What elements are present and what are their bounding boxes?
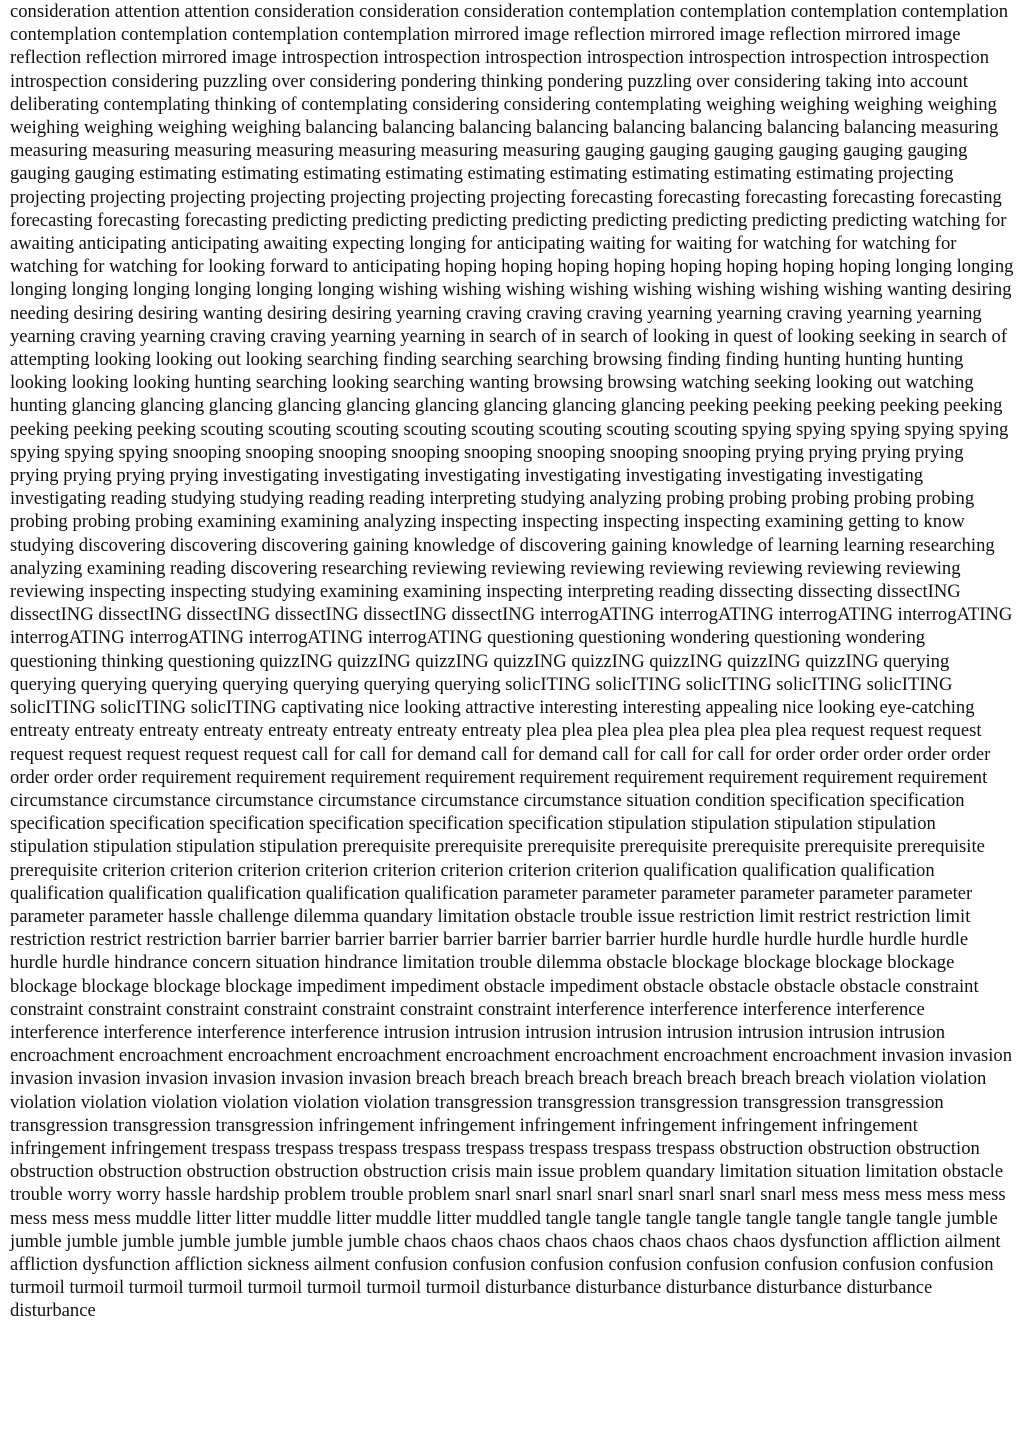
document-body-text: consideration attention attention consideration consideration consideration contemplation contemplation contemplation contemplation contemplation contemplation contemplation contemplation mirrored image reflection mirrored image reflection mirrored image reflection reflection mirrored image introspection introspection introspection introspection introspection introspection introspection introspection considering puzzling over considering pondering thinking pondering puzzling over considering taking into account deliberating contemplating thinking of contemplating considering considering contemplating weighing weighing weighing weighing weighing weighing weighing weighing balancing balancing balancing balancing balancing balancing balancing balancing measuring measuring measuring measuring measuring measuring measuring measuring gauging gauging gauging gauging gauging gauging gauging gauging estimating estimating estimating estimating estimating estimating estimating estimating estimating projecting projecting projecting projecting projecting projecting projecting projecting forecasting forecasting forecasting forecasting forecasting forecasting forecasting forecasting predicting predicting predicting predicting predicting predicting predicting predicting watching for awaiting anticipating anticipating awaiting expecting longing for anticipating waiting for waiting for watching for watching for watching for watching for looking forward to anticipating hoping hoping hoping hoping hoping hoping hoping hoping longing longing longing longing longing longing longing longing wishing wishing wishing wishing wishing wishing wishing wishing wanting desiring needing desiring desiring wanting desiring desiring yearning craving craving craving yearning yearning craving yearning yearning yearning craving yearning craving craving yearning yearning in search of in search of looking in quest of looking seeking in search of attempting looking looking out looking searching finding searching searching browsing finding finding hunting hunting hunting looking looking looking hunting searching looking searching wanting browsing browsing watching seeking looking out watching hunting glancing glancing glancing glancing glancing glancing glancing glancing glancing peeking peeking peeking peeking peeking peeking peeking peeking scouting scouting scouting scouting scouting scouting scouting scouting spying spying spying spying spying spying spying spying snooping snooping snooping snooping snooping snooping snooping snooping prying prying prying prying prying prying prying prying investigating investigating investigating investigating investigating investigating investigating investigating reading studying studying reading reading interpreting studying analyzing probing probing probing probing probing probing probing probing examining examining analyzing inspecting inspecting inspecting inspecting examining getting to know studying discovering discovering discovering gaining knowledge of discovering gaining knowledge of learning learning researching analyzing examining reading discovering researching reviewing reviewing reviewing reviewing reviewing reviewing reviewing reviewing inspecting inspecting studying examining examining inspecting interpreting reading dissecting dissecting dissectING dissectING dissectING dissectING dissectING dissectING dissectING interrogATING interrogATING interrogATING interrogATING interrogATING interrogATING interrogATING interrogATING questioning questioning wondering questioning wondering questioning thinking questioning quizzING quizzING quizzING quizzING quizzING quizzING quizzING quizzING querying querying querying querying querying querying querying querying solicITING solicITING solicITING solicITING solicITING solicITING solicITING solicITING captivating nice looking attractive interesting interesting appealing nice looking eye-catching entreaty entreaty entreaty entreaty entreaty entreaty entreaty entreaty plea plea plea plea plea plea plea plea request request request request request request request request call for call for demand call for demand call for call for call for order order order order order order order order requirement requirement requirement requirement requirement requirement requirement requirement requirement circumstance circumstance circumstance circumstance circumstance circumstance situation condition specification specification specification specification specification specification specification specification stipulation stipulation stipulation stipulation stipulation stipulation stipulation stipulation prerequisite prerequisite prerequisite prerequisite prerequisite prerequisite prerequisite prerequisite criterion criterion criterion criterion criterion criterion criterion criterion qualification qualification qualification qualification qualification qualification qualification qualification parameter parameter parameter parameter parameter parameter parameter parameter hassle challenge dilemma quandary limitation obstacle trouble issue restriction limit restrict restriction limit restriction restrict restriction barrier barrier barrier barrier barrier barrier barrier barrier hurdle hurdle hurdle hurdle hurdle hurdle hurdle hurdle hindrance concern situation hindrance limitation trouble dilemma obstacle blockage blockage blockage blockage blockage blockage blockage blockage impediment impediment obstacle impediment obstacle obstacle obstacle obstacle constraint constraint constraint constraint constraint constraint constraint constraint interference interference interference interference interference interference interference interference intrusion intrusion intrusion intrusion intrusion intrusion intrusion intrusion encroachment encroachment encroachment encroachment encroachment encroachment encroachment encroachment invasion invasion invasion invasion invasion invasion invasion invasion breach breach breach breach breach breach breach breach violation violation violation violation violation violation violation violation transgression transgression transgression transgression transgression transgression transgression transgression infringement infringement infringement infringement infringement infringement infringement infringement trespass trespass trespass trespass trespass trespass trespass trespass obstruction obstruction obstruction obstruction obstruction obstruction obstruction obstruction crisis main issue problem quandary limitation situation limitation obstacle trouble worry worry hassle hardship problem trouble problem snarl snarl snarl snarl snarl snarl snarl snarl mess mess mess mess mess mess mess mess muddle litter litter muddle litter muddle litter muddled tangle tangle tangle tangle tangle tangle tangle tangle jumble jumble jumble jumble jumble jumble jumble jumble chaos chaos chaos chaos chaos chaos chaos chaos dysfunction affliction ailment affliction dysfunction affliction sickness ailment confusion confusion confusion confusion confusion confusion confusion confusion turmoil turmoil turmoil turmoil turmoil turmoil turmoil turmoil disturbance disturbance disturbance disturbance disturbance disturbance — [10, 1, 1014, 1322]
